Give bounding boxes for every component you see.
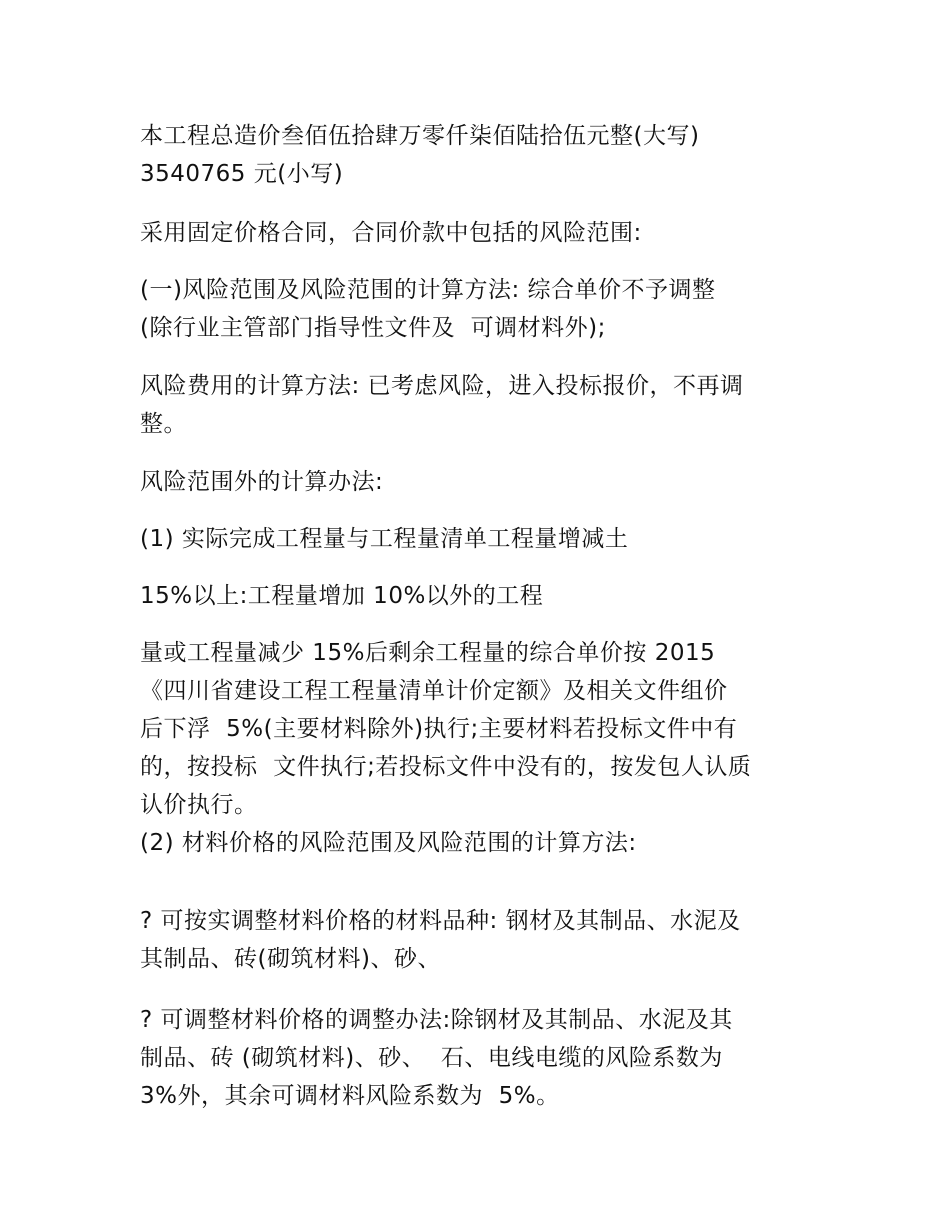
- text-line: 本工程总造价叁佰伍拾肆万零仟柒佰陆拾伍元整(大写): [140, 123, 700, 149]
- text-line: (2) 材料价格的风险范围及风险范围的计算方法:: [140, 830, 637, 856]
- text-line: ? 可按实调整材料价格的材料品种: 钢材及其制品、水泥及: [140, 908, 741, 934]
- paragraph-quantity-change: [140, 577, 820, 615]
- text-line: (一)风险范围及风险范围的计算方法: 综合单价不予调整: [140, 277, 716, 303]
- paragraph-risk-scope: [140, 271, 820, 347]
- text-line: 其制品、砖(砌筑材料)、砂、: [140, 946, 441, 972]
- text-line: 后下浮 5%(主要材料除外)执行;主要材料若投标文件中有: [140, 716, 738, 742]
- text-line: 整。: [140, 411, 187, 437]
- paragraph-total-cost: [140, 117, 820, 193]
- text-line: 3%外，其余可调材料风险系数为 5%。: [140, 1083, 560, 1109]
- text-line: 采用固定价格合同，合同价款中包括的风险范围:: [140, 220, 642, 246]
- paragraph-contract-type: [140, 214, 820, 252]
- paragraph-risk-fee: [140, 367, 820, 443]
- text-line: 风险范围外的计算办法:: [140, 469, 384, 495]
- text-line: ? 可调整材料价格的调整办法:除钢材及其制品、水泥及其: [140, 1007, 733, 1033]
- paragraph-item-1: [140, 520, 820, 558]
- text-line: 制品、砖 (砌筑材料)、砂、 石、电线电缆的风险系数为: [140, 1045, 723, 1071]
- text-line: 的，按投标 文件执行;若投标文件中没有的，按发包人认质: [140, 754, 752, 780]
- text-line: 15%以上:工程量增加 10%以外的工程: [140, 583, 544, 609]
- text-line: (除行业主管部门指导性文件及 可调材料外);: [140, 315, 606, 341]
- text-line: 量或工程量减少 15%后剩余工程量的综合单价按 2015: [140, 640, 716, 666]
- paragraph-outside-scope: [140, 463, 820, 501]
- paragraph-adjustment-method: [140, 1001, 820, 1115]
- text-line: 风险费用的计算方法: 已考虑风险，进入投标报价，不再调: [140, 373, 744, 399]
- paragraph-item-2: [140, 824, 820, 862]
- text-line: 3540765 元(小写): [140, 161, 344, 187]
- text-line: 认价执行。: [140, 792, 258, 818]
- paragraph-adjustable-materials: [140, 902, 820, 978]
- paragraph-unit-price-rule: [140, 634, 820, 824]
- text-line: 《四川省建设工程工程量清单计价定额》及相关文件组价: [140, 678, 728, 704]
- text-line: (1) 实际完成工程量与工程量清单工程量增减土: [140, 526, 629, 552]
